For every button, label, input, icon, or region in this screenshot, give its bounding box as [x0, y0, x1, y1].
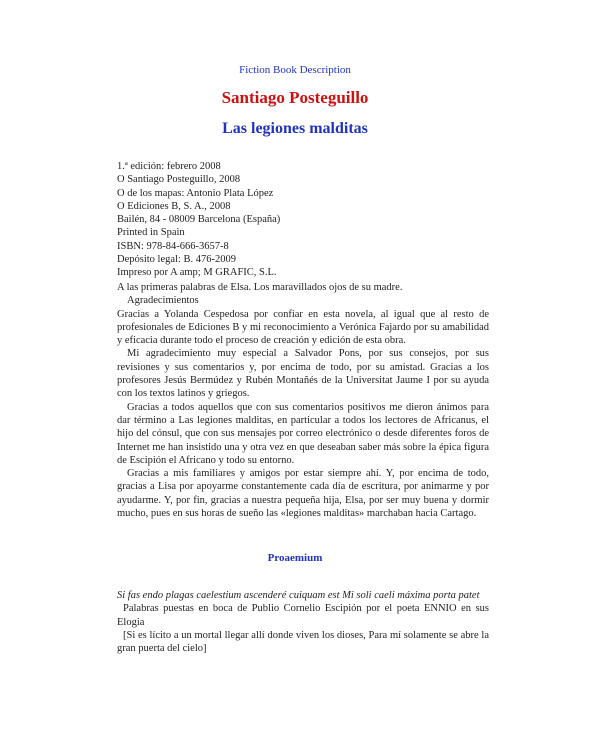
credit-line: Impreso por A amp; M GRAFIC, S.L.	[117, 267, 277, 279]
credit-line: ISBN: 978-84-666-3657-8	[117, 240, 229, 252]
epigraph	[117, 589, 489, 655]
credit-line: O de los mapas: Antonio Plata López	[117, 187, 274, 199]
body-paragraph: Gracias a todos aquellos que con sus comentarios positivos me dieron ánimos para dar término a Las legiones malditas, en particular a todos los lectores de Africanus, el hijo del cónsul, que con sus mensajes por correo electrónico o desde diferentes foros de Internet me han insistido una y otra vez en que deseaban saber más sobre la épica figura de Escipión el Africano y todo su entorno.	[117, 401, 489, 466]
acknowledgements-heading: Agradecimientos	[127, 295, 199, 307]
epigraph-attribution: Palabras puestas en boca de Publio Cornelio Escipión por el poeta ENNIO en sus Elogia	[117, 603, 489, 628]
book-author: Santiago Posteguillo	[221, 88, 369, 107]
credit-line: 1.ª edición: febrero 2008	[117, 161, 221, 172]
section-title: Proaemium	[267, 552, 323, 564]
book-title: Las legiones malditas	[222, 120, 368, 137]
body-paragraph: Gracias a mis familiares y amigos por estar siempre ahí. Y, por encima de todo, gracias a Lisa por apoyarme constantemente cada día de escritura, por animarme y por ayudarme. Y, por fin, gracias a nuestra pequeña hija, Elsa, por ser muy buena y dormir mucho, pues en sus horas de sueño las «legiones malditas» marchaban hacia Cartago.	[117, 468, 489, 520]
credit-line: Bailén, 84 - 08009 Barcelona (España)	[117, 214, 281, 226]
epigraph-latin: Si fas endo plagas caelestium ascenderé cuiquam est Mi soli caeli máxima porta patet	[117, 590, 480, 601]
credit-line: Printed in Spain	[117, 227, 185, 239]
credit-line: O Santiago Posteguillo, 2008	[117, 174, 241, 186]
body-text	[117, 281, 489, 520]
epigraph-translation: [Si es lícito a un mortal llegar allí donde viven los dioses, Para mí solamente se abre la gran puerta del cielo]	[117, 629, 489, 655]
credit-line: Depósito legal: B. 476-2009	[117, 254, 236, 266]
body-paragraph: Mi agradecimiento muy especial a Salvador Pons, por sus consejos, por sus revisiones y sus comentarios y, por encima de todo, por su amistad. Gracias a los profesores Jesús Bermúdez y Rubén Montañés de la Universitat Jaume I por su ayuda con los textos latinos y griegos.	[117, 348, 489, 400]
page-header: Fiction Book Description	[239, 64, 351, 76]
credits-block	[117, 160, 497, 280]
dedication: A las primeras palabras de Elsa. Los maravillados ojos de su madre.	[117, 282, 403, 293]
body-paragraph: Gracias a Yolanda Cespedosa por confiar en esta novela, al igual que al resto de profesionales de Ediciones B y mi reconocimiento a Verónica Fajardo por su amabilidad y eficacia durante todo el proceso de creación y edición de esta obra.	[117, 308, 489, 347]
credit-line: O Ediciones B, S. A., 2008	[117, 200, 231, 212]
